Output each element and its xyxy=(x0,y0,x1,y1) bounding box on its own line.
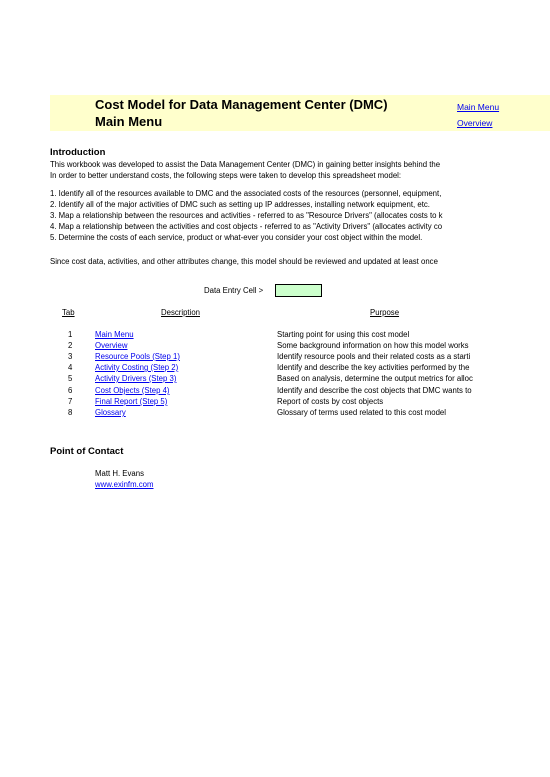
tab-number: 1 xyxy=(68,330,73,339)
step-line: 2. Identify all of the major activities of DMC such as setting up IP addresses, installing network equipment, etc. xyxy=(50,200,430,209)
tab-column-header: Tab xyxy=(62,308,75,317)
overview-link[interactable]: Overview xyxy=(457,118,493,128)
purpose-text: Identify and describe the cost objects that DMC wants to xyxy=(277,386,472,395)
table-row xyxy=(0,408,550,418)
tab-number: 3 xyxy=(68,352,73,361)
tab-number: 4 xyxy=(68,363,73,372)
glossary-sheet-link[interactable]: Glossary xyxy=(95,408,126,417)
table-row xyxy=(0,386,550,396)
data-entry-cell[interactable] xyxy=(275,284,322,297)
table-row xyxy=(0,341,550,351)
review-note: Since cost data, activities, and other attributes change, this model should be reviewed and updated at least once xyxy=(50,257,438,266)
tab-number: 7 xyxy=(68,397,73,406)
activity-costing-sheet-link[interactable]: Activity Costing (Step 2) xyxy=(95,363,179,372)
purpose-column-header: Purpose xyxy=(370,308,400,317)
tab-number: 2 xyxy=(68,341,73,350)
overview-sheet-link[interactable]: Overview xyxy=(95,341,128,350)
description-column-header: Description xyxy=(161,308,200,317)
resource-pools-sheet-link[interactable]: Resource Pools (Step 1) xyxy=(95,352,180,361)
introduction-heading: Introduction xyxy=(50,147,106,158)
purpose-text: Glossary of terms used related to this cost model xyxy=(277,408,447,417)
final-report-sheet-link[interactable]: Final Report (Step 5) xyxy=(95,397,168,406)
tab-number: 8 xyxy=(68,408,73,417)
table-row xyxy=(0,374,550,384)
table-header xyxy=(0,308,550,318)
step-line: 1. Identify all of the resources available to DMC and the associated costs of the resources (personnel, equipment, xyxy=(50,189,442,198)
point-of-contact-heading: Point of Contact xyxy=(50,446,124,457)
table-row xyxy=(0,352,550,362)
intro-line: This workbook was developed to assist the Data Management Center (DMC) in gaining better insights behind the xyxy=(50,160,441,169)
purpose-text: Some background information on how this model works xyxy=(277,341,469,350)
table-row xyxy=(0,363,550,373)
main-menu-sheet-link[interactable]: Main Menu xyxy=(95,330,134,339)
step-line: 4. Map a relationship between the activities and cost objects - referred to as "Activity Drivers" (allocates activity co xyxy=(50,222,443,231)
cost-objects-sheet-link[interactable]: Cost Objects (Step 4) xyxy=(95,386,170,395)
table-row xyxy=(0,397,550,407)
contact-website-link[interactable]: www.exinfm.com xyxy=(95,480,154,489)
purpose-text: Based on analysis, determine the output metrics for alloc xyxy=(277,374,473,383)
step-line: 5. Determine the costs of each service, product or what-ever you consider your cost object within the model. xyxy=(50,233,423,242)
intro-line: In order to better understand costs, the following steps were taken to develop this spreadsheet model: xyxy=(50,171,402,180)
table-row xyxy=(0,330,550,340)
tab-number: 6 xyxy=(68,386,73,395)
step-line: 3. Map a relationship between the resources and activities - referred to as "Resource Drivers" (allocates costs to k xyxy=(50,211,443,220)
tab-number: 5 xyxy=(68,374,73,383)
sheet-title: Main Menu xyxy=(95,114,163,129)
main-menu-link[interactable]: Main Menu xyxy=(457,102,500,112)
purpose-text: Identify resource pools and their related costs as a starti xyxy=(277,352,471,361)
contact-name: Matt H. Evans xyxy=(95,469,144,478)
purpose-text: Report of costs by cost objects xyxy=(277,397,384,406)
workbook-title: Cost Model for Data Management Center (DMC) xyxy=(95,97,388,112)
data-entry-label: Data Entry Cell > xyxy=(204,286,264,295)
purpose-text: Starting point for using this cost model xyxy=(277,330,410,339)
activity-drivers-sheet-link[interactable]: Activity Drivers (Step 3) xyxy=(95,374,177,383)
purpose-text: Identify and describe the key activities performed by the xyxy=(277,363,470,372)
